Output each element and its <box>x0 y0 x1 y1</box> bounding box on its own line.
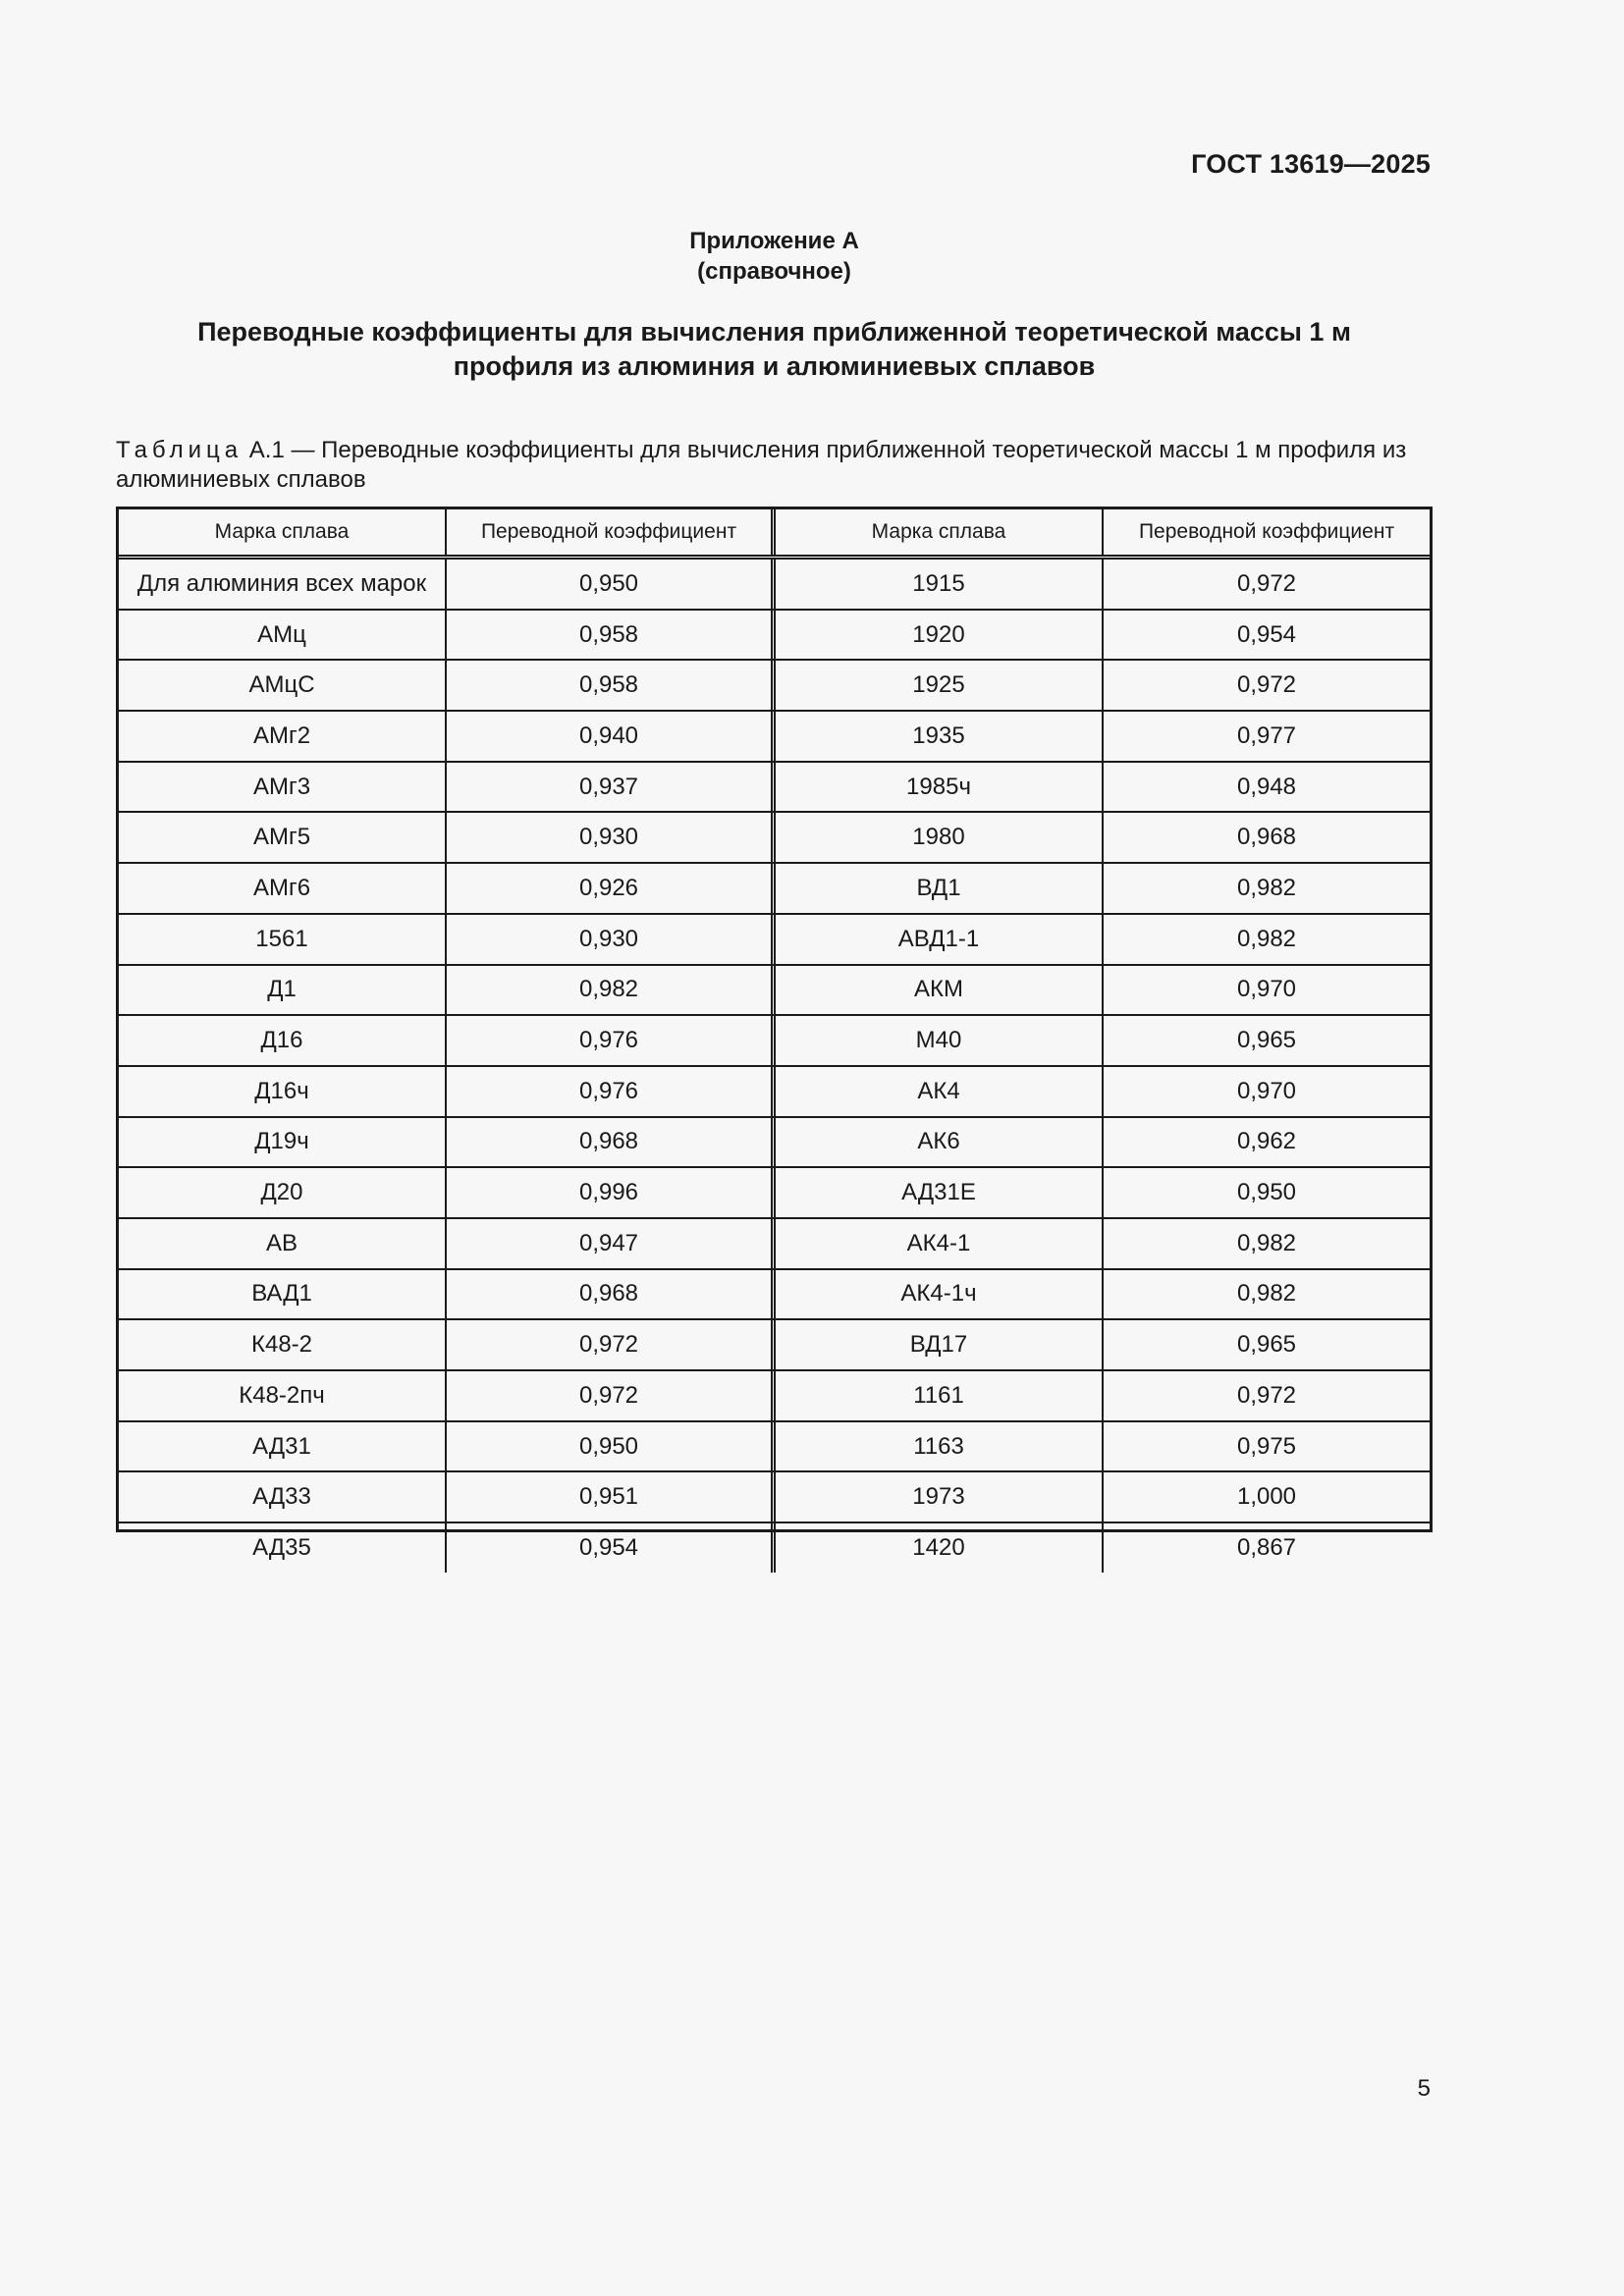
page-number: 5 <box>1417 2075 1431 2102</box>
alloy-grade-cell: 1163 <box>776 1422 1104 1471</box>
alloy-grade-cell: 1935 <box>776 712 1104 761</box>
table-caption <box>116 436 1434 495</box>
coefficient-cell: 0,948 <box>1236 773 1297 800</box>
table-row <box>119 712 1430 763</box>
coefficient-cell: 0,982 <box>1236 1229 1297 1256</box>
coefficient-cell: 0,954 <box>447 1523 776 1573</box>
table-row <box>119 661 1430 712</box>
coefficient-cell: 0,982 <box>447 966 776 1015</box>
coefficient-cell: 0,996 <box>447 1168 776 1217</box>
coefficient-cell: 0,972 <box>1236 569 1297 597</box>
coefficients-table <box>116 507 1433 1561</box>
alloy-grade-cell: АД33 <box>119 1472 447 1522</box>
coefficient-cell: 0,954 <box>1236 620 1297 648</box>
coefficient-cell: 0,926 <box>447 864 776 913</box>
document-code: ГОСТ 13619—2025 <box>1191 149 1431 179</box>
alloy-grade-cell: АМцС <box>119 661 447 710</box>
coefficient-cell: 0,968 <box>447 1118 776 1167</box>
table-caption-label: Таблица <box>116 437 244 463</box>
table-row <box>119 1067 1430 1118</box>
coefficient-cell: 0,965 <box>1236 1027 1297 1054</box>
table-row <box>119 1016 1430 1067</box>
table-row <box>119 1118 1430 1169</box>
coefficient-cell: 0,975 <box>1236 1432 1297 1460</box>
table-row <box>119 1320 1430 1371</box>
coefficient-cell: 0,968 <box>1236 824 1297 851</box>
alloy-grade-cell: АД35 <box>119 1523 447 1573</box>
alloy-grade-cell: 1925 <box>776 661 1104 710</box>
alloy-grade-cell: АМг2 <box>119 712 447 761</box>
coefficient-cell: 0,930 <box>447 813 776 862</box>
coefficient-cell: 0,947 <box>447 1219 776 1268</box>
alloy-grade-cell: Для алюминия всех марок <box>119 560 447 609</box>
alloy-grade-cell: 1980 <box>776 813 1104 862</box>
coefficient-cell: 0,958 <box>447 661 776 710</box>
coefficient-cell: 0,951 <box>447 1472 776 1522</box>
coefficient-cell: 0,950 <box>1236 1179 1297 1206</box>
table-caption-text: А.1 — Переводные коэффициенты для вычисления приближенной теоретической массы 1 м профиля из алюминиевых сплавов <box>116 437 1407 493</box>
alloy-grade-cell: 1973 <box>776 1472 1104 1522</box>
coefficient-cell: 0,982 <box>1236 925 1297 952</box>
header-alloy-grade-1: Марка сплава <box>119 509 447 555</box>
alloy-grade-cell: АВ <box>119 1219 447 1268</box>
table-row <box>119 763 1430 814</box>
alloy-grade-cell: ВД1 <box>776 864 1104 913</box>
coefficient-cell: 0,977 <box>1236 721 1297 749</box>
table-row <box>119 966 1430 1017</box>
alloy-grade-cell: Д20 <box>119 1168 447 1217</box>
coefficient-cell: 0,972 <box>1236 1381 1297 1409</box>
coefficient-cell: 0,968 <box>447 1270 776 1319</box>
alloy-grade-cell: 1920 <box>776 611 1104 660</box>
coefficient-cell: 0,982 <box>1236 874 1297 901</box>
alloy-grade-cell: АД31Е <box>776 1168 1104 1217</box>
main-title <box>147 315 1401 384</box>
alloy-grade-cell: К48-2 <box>119 1320 447 1369</box>
table-row <box>119 1371 1430 1422</box>
table-row <box>119 864 1430 915</box>
coefficient-cell: 0,976 <box>447 1016 776 1065</box>
alloy-grade-cell: 1420 <box>776 1523 1104 1573</box>
alloy-grade-cell: К48-2пч <box>119 1371 447 1420</box>
coefficient-cell: 0,972 <box>447 1371 776 1420</box>
alloy-grade-cell: 1985ч <box>776 763 1104 812</box>
header-coefficient-1: Переводной коэффициент <box>447 509 776 555</box>
alloy-grade-cell: М40 <box>776 1016 1104 1065</box>
table-row <box>119 1422 1430 1473</box>
alloy-grade-cell: Д1 <box>119 966 447 1015</box>
table-row <box>119 1168 1430 1219</box>
alloy-grade-cell: АМг6 <box>119 864 447 913</box>
main-title-line-1: Переводные коэффициенты для вычисления приближенной теоретической массы 1 м <box>197 317 1351 347</box>
alloy-grade-cell: ВД17 <box>776 1320 1104 1369</box>
alloy-grade-cell: АК4-1 <box>776 1219 1104 1268</box>
coefficient-cell: 0,950 <box>447 560 776 609</box>
alloy-grade-cell: ВАД1 <box>119 1270 447 1319</box>
table-row <box>119 611 1430 662</box>
alloy-grade-cell: 1915 <box>776 560 1104 609</box>
alloy-grade-cell: АМц <box>119 611 447 660</box>
main-title-line-2: профиля из алюминия и алюминиевых сплавов <box>453 351 1096 381</box>
coefficient-cell: 0,950 <box>447 1422 776 1471</box>
alloy-grade-cell: Д19ч <box>119 1118 447 1167</box>
alloy-grade-cell: АК6 <box>776 1118 1104 1167</box>
coefficient-cell: 0,867 <box>1236 1533 1297 1561</box>
alloy-grade-cell: АК4-1ч <box>776 1270 1104 1319</box>
alloy-grade-cell: АКМ <box>776 966 1104 1015</box>
coefficient-cell: 0,972 <box>1236 671 1297 699</box>
alloy-grade-cell: 1561 <box>119 915 447 964</box>
coefficient-cell: 0,982 <box>1236 1280 1297 1308</box>
coefficient-cell: 0,962 <box>1236 1128 1297 1155</box>
coefficient-cell: 0,958 <box>447 611 776 660</box>
coefficient-cell: 0,965 <box>1236 1331 1297 1359</box>
coefficient-cell: 0,930 <box>447 915 776 964</box>
appendix-heading <box>0 226 1548 287</box>
table-row <box>119 1472 1430 1523</box>
table-row <box>119 1523 1430 1573</box>
coefficient-cell: 0,970 <box>1236 976 1297 1003</box>
table-row <box>119 560 1430 611</box>
coefficient-cell: 0,970 <box>1236 1077 1297 1104</box>
alloy-grade-cell: 1161 <box>776 1371 1104 1420</box>
alloy-grade-cell: АМг3 <box>119 763 447 812</box>
alloy-grade-cell: Д16 <box>119 1016 447 1065</box>
appendix-title: Приложение А <box>689 228 859 254</box>
alloy-grade-cell: Д16ч <box>119 1067 447 1116</box>
header-alloy-grade-2: Марка сплава <box>776 509 1104 555</box>
table-row <box>119 1270 1430 1321</box>
table-row <box>119 1219 1430 1270</box>
header-coefficient-2: Переводной коэффициент <box>1138 520 1395 543</box>
coefficient-cell: 0,976 <box>447 1067 776 1116</box>
alloy-grade-cell: АД31 <box>119 1422 447 1471</box>
table-header-row <box>119 509 1430 560</box>
table-row <box>119 813 1430 864</box>
appendix-subtitle: (справочное) <box>697 258 851 285</box>
table-row <box>119 915 1430 966</box>
coefficient-cell: 0,937 <box>447 763 776 812</box>
alloy-grade-cell: АК4 <box>776 1067 1104 1116</box>
coefficient-cell: 1,000 <box>1236 1483 1297 1511</box>
alloy-grade-cell: АВД1-1 <box>776 915 1104 964</box>
coefficient-cell: 0,972 <box>447 1320 776 1369</box>
alloy-grade-cell: АМг5 <box>119 813 447 862</box>
coefficient-cell: 0,940 <box>447 712 776 761</box>
